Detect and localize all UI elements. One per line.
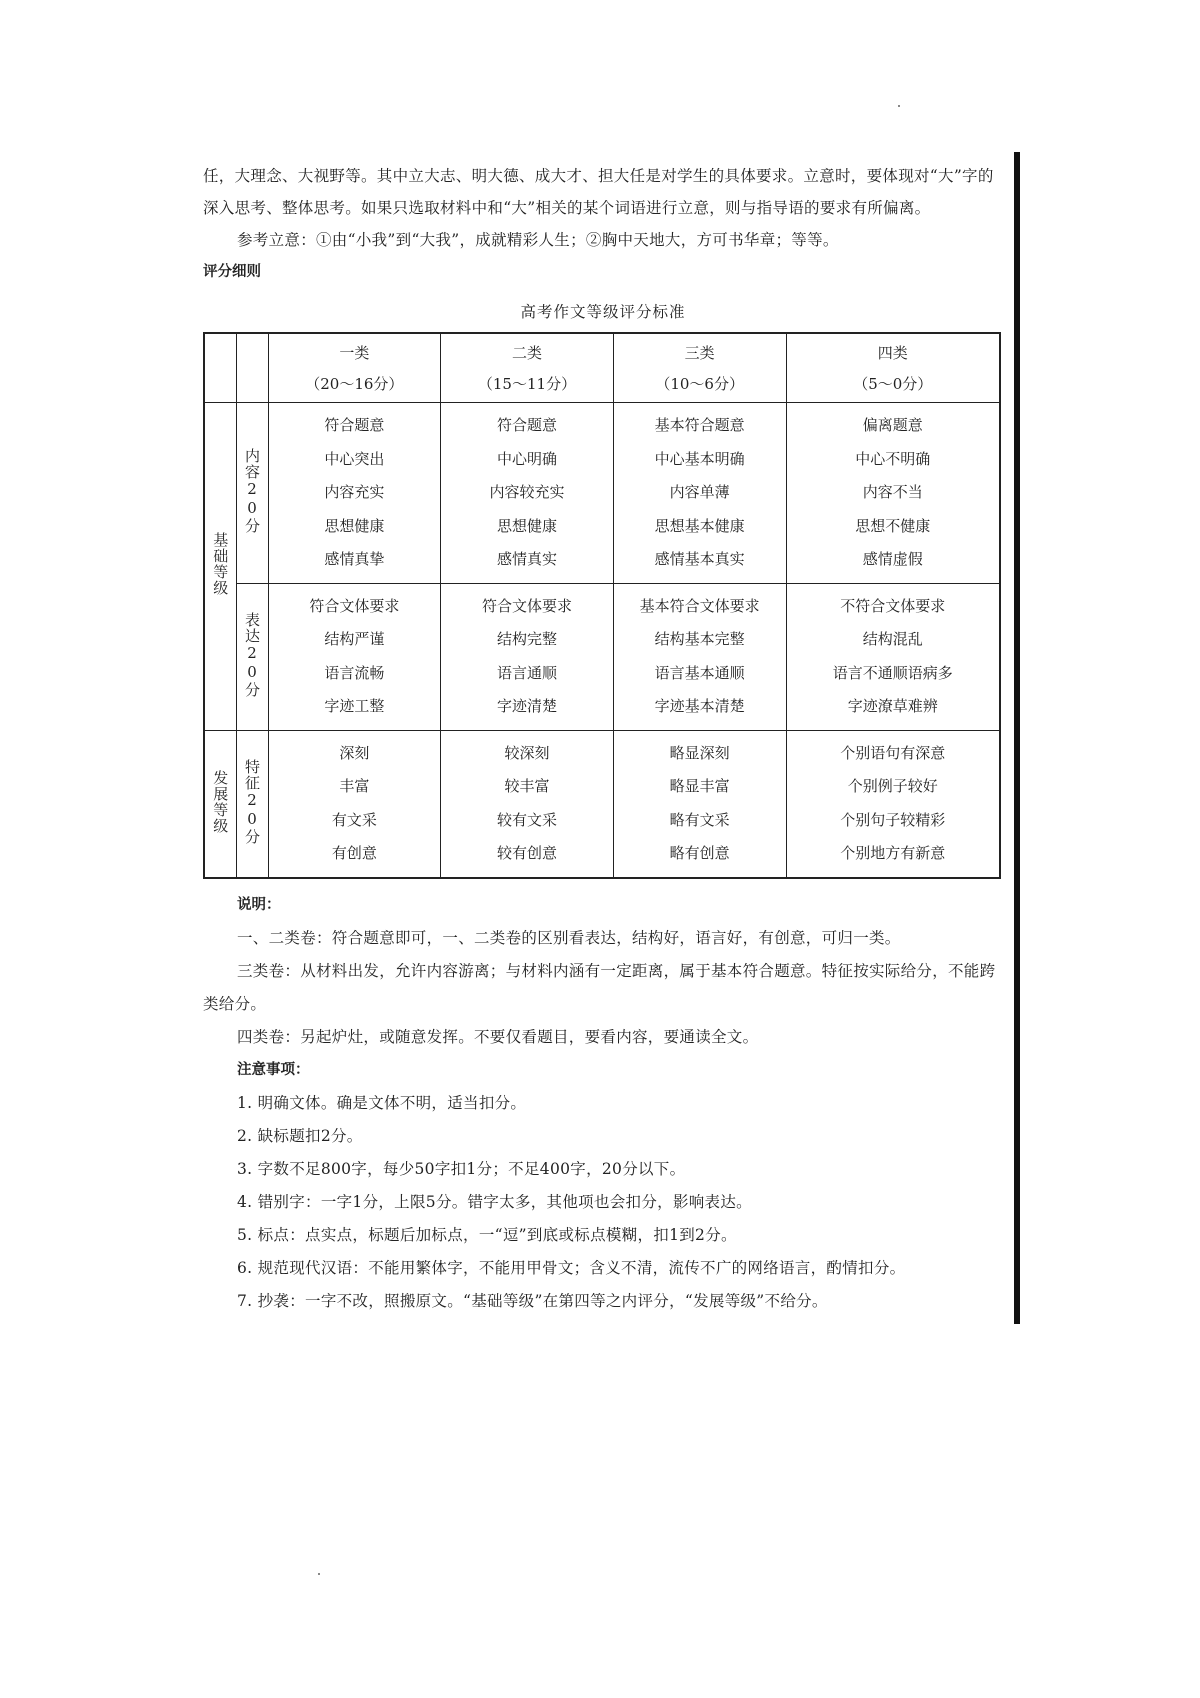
cell-content-class-1: 符合题意 中心突出 内容充实 思想健康 感情真挚 bbox=[268, 403, 441, 584]
header-class-3: 三类 （10～6分） bbox=[613, 333, 786, 403]
caution-item: 7. 抄袭：一字不改，照搬原文。“基础等级”在第四等之内评分，“发展等级”不给分。 bbox=[237, 1291, 828, 1310]
caution-item: 6. 规范现代汉语：不能用繁体字，不能用甲骨文；含义不清，流传不广的网络语言，酌情扣分。 bbox=[237, 1258, 906, 1277]
explanation-item: 三类卷：从材料出发，允许内容游离；与材料内涵有一定距离，属于基本符合题意。特征按实际给分，不能跨类给分。 bbox=[203, 961, 996, 1013]
caution-item: 1. 明确文体。确是文体不明，适当扣分。 bbox=[237, 1093, 527, 1112]
row-content bbox=[204, 403, 1000, 584]
header-blank-1 bbox=[204, 333, 236, 403]
cell-content-class-2: 符合题意 中心明确 内容较充实 思想健康 感情真实 bbox=[441, 403, 614, 584]
cell-expression-class-2: 符合文体要求 结构完整 语言通顺 字迹清楚 bbox=[441, 583, 614, 730]
group-basic-label: 基础等级 bbox=[204, 403, 236, 731]
cautions-heading: 注意事项： bbox=[237, 1061, 310, 1078]
row-label-expression: 表达20分 bbox=[236, 583, 268, 730]
caution-item: 3. 字数不足800字，每少50字扣1分；不足400字，20分以下。 bbox=[237, 1159, 686, 1178]
caution-item: 2. 缺标题扣2分。 bbox=[237, 1126, 363, 1145]
row-label-features: 特征20分 bbox=[236, 730, 268, 878]
cell-expression-class-1: 符合文体要求 结构严谨 语言流畅 字迹工整 bbox=[268, 583, 441, 730]
row-expression bbox=[204, 583, 1000, 730]
scan-speck-bottom bbox=[318, 1573, 320, 1575]
row-features bbox=[204, 730, 1000, 878]
section-heading: 评分细则 bbox=[203, 264, 261, 280]
cell-features-class-2: 较深刻 较丰富 较有文采 较有创意 bbox=[441, 730, 614, 878]
cell-features-class-3: 略显深刻 略显丰富 略有文采 略有创意 bbox=[613, 730, 786, 878]
explanation-item: 四类卷：另起炉灶，或随意发挥。不要仅看题目，要看内容，要通读全文。 bbox=[237, 1027, 759, 1046]
header-class-4: 四类 （5～0分） bbox=[786, 333, 1000, 403]
cell-expression-class-3: 基本符合文体要求 结构基本完整 语言基本通顺 字迹基本清楚 bbox=[613, 583, 786, 730]
explanation-section bbox=[203, 889, 1003, 1318]
cell-features-class-4: 个别语句有深意 个别例子较好 个别句子较精彩 个别地方有新意 bbox=[786, 730, 1000, 878]
header-class-2: 二类 （15～11分） bbox=[441, 333, 614, 403]
row-label-content: 内容20分 bbox=[236, 403, 268, 584]
table-title: 高考作文等级评分标准 bbox=[520, 303, 686, 321]
cell-content-class-3: 基本符合题意 中心基本明确 内容单薄 思想基本健康 感情基本真实 bbox=[613, 403, 786, 584]
cell-content-class-4: 偏离题意 中心不明确 内容不当 思想不健康 感情虚假 bbox=[786, 403, 1000, 584]
scan-speck-top bbox=[898, 105, 900, 107]
explanation-heading: 说明： bbox=[237, 896, 281, 913]
intro-paragraph: 任，大理念、大视野等。其中立大志、明大德、成大才、担大任是对学生的具体要求。立意时，要体现对“大”字的深入思考、整体思考。如果只选取材料中和“大”相关的某个词语进行立意，则与指导语的要求有所偏离。 bbox=[203, 167, 994, 217]
header-blank-2 bbox=[236, 333, 268, 403]
cell-features-class-1: 深刻 丰富 有文采 有创意 bbox=[268, 730, 441, 878]
caution-item: 5. 标点：点实点，标题后加标点，一“逗”到底或标点模糊，扣1到2分。 bbox=[237, 1225, 737, 1244]
cell-expression-class-4: 不符合文体要求 结构混乱 语言不通顺语病多 字迹潦草难辨 bbox=[786, 583, 1000, 730]
grading-table bbox=[203, 332, 1001, 879]
document-body bbox=[203, 160, 1003, 1318]
page-edge-rule bbox=[1014, 152, 1020, 1324]
caution-item: 4. 错别字：一字1分，上限5分。错字太多，其他项也会扣分，影响表达。 bbox=[237, 1192, 752, 1211]
group-dev-label: 发展等级 bbox=[204, 730, 236, 878]
reference-theme: 参考立意：①由“小我”到“大我”，成就精彩人生；②胸中天地大，方可书华章；等等。 bbox=[237, 231, 839, 249]
explanation-item: 一、二类卷：符合题意即可，一、二类卷的区别看表达，结构好，语言好，有创意，可归一类。 bbox=[237, 928, 901, 947]
table-header-row bbox=[204, 333, 1000, 403]
header-class-1: 一类 （20～16分） bbox=[268, 333, 441, 403]
